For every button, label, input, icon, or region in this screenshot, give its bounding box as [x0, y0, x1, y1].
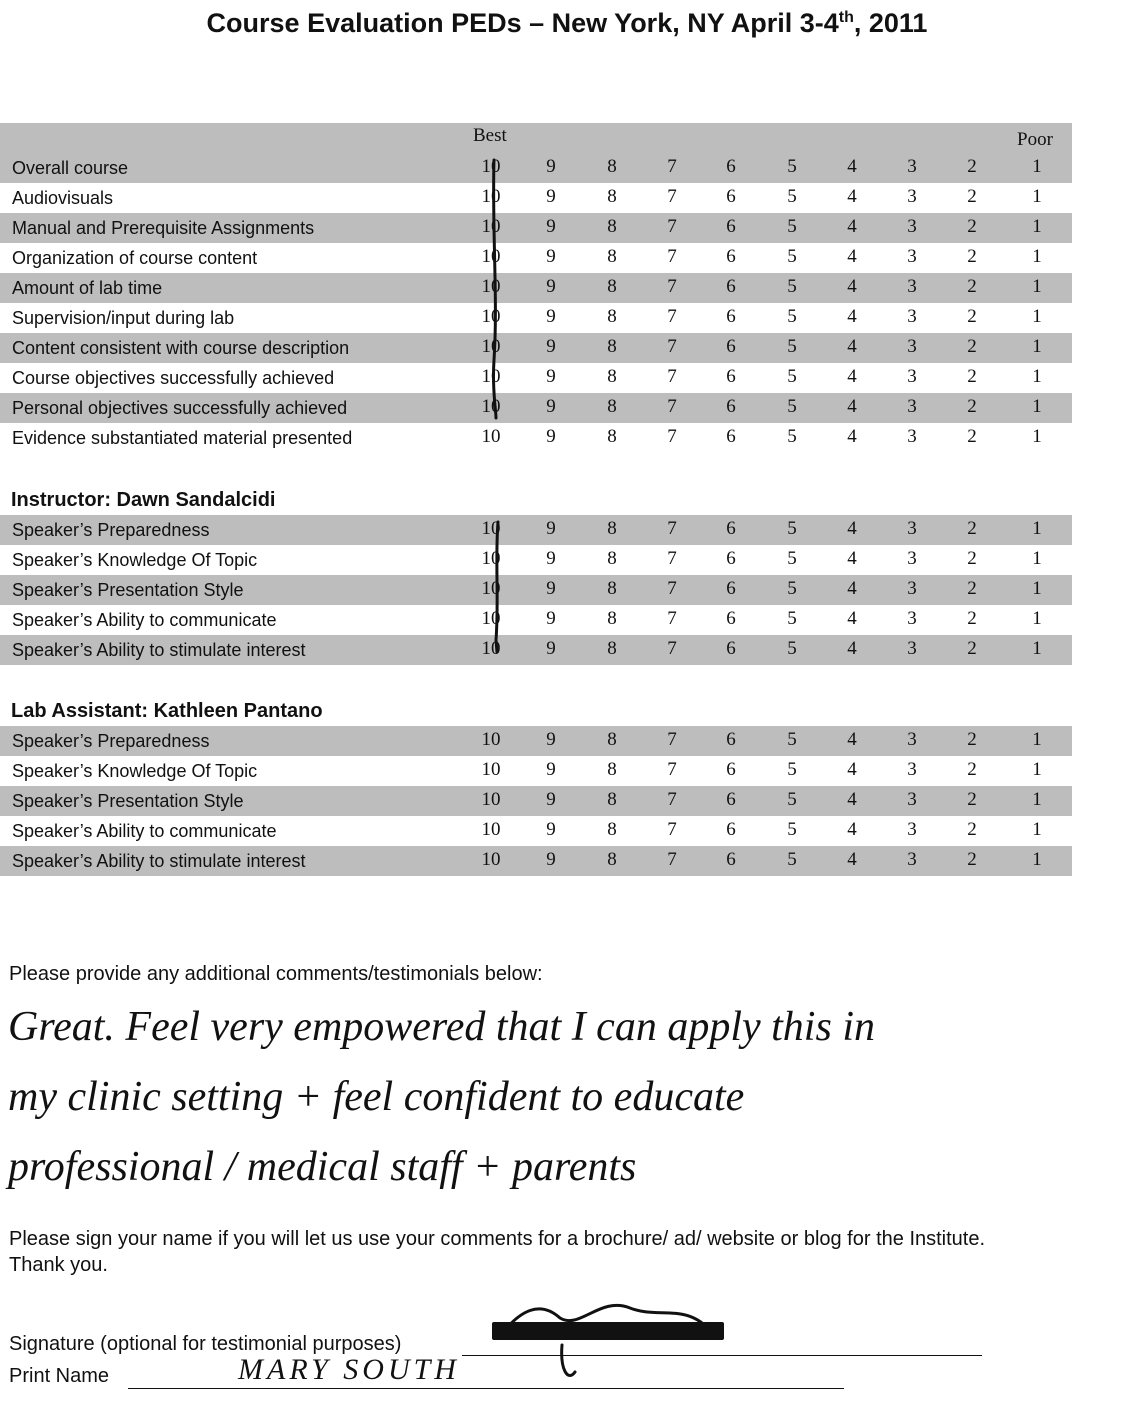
course-item-row-label: Overall course — [12, 158, 129, 178]
score-option-5[interactable]: 5 — [787, 759, 797, 780]
score-option-2[interactable]: 2 — [967, 336, 977, 357]
score-option-8[interactable]: 8 — [607, 156, 617, 177]
score-option-5[interactable]: 5 — [787, 638, 797, 659]
score-option-4[interactable]: 4 — [847, 216, 857, 237]
score-option-1[interactable]: 1 — [1032, 186, 1042, 207]
score-option-10[interactable]: 10 — [481, 246, 501, 267]
score-option-2[interactable]: 2 — [967, 608, 977, 629]
score-option-9[interactable]: 9 — [546, 336, 556, 357]
score-option-10[interactable]: 10 — [481, 759, 501, 780]
score-option-5[interactable]: 5 — [787, 336, 797, 357]
score-option-4[interactable]: 4 — [847, 608, 857, 629]
score-option-6[interactable]: 6 — [726, 396, 736, 417]
score-option-5[interactable]: 5 — [787, 366, 797, 387]
score-option-5[interactable]: 5 — [787, 548, 797, 569]
score-option-9[interactable]: 9 — [546, 186, 556, 207]
score-option-2[interactable]: 2 — [967, 819, 977, 840]
score-option-2[interactable]: 2 — [967, 396, 977, 417]
score-option-5[interactable]: 5 — [787, 729, 797, 750]
course-item-row-label: Supervision/input during lab — [12, 308, 235, 328]
score-option-9[interactable]: 9 — [546, 729, 556, 750]
score-option-4[interactable]: 4 — [847, 306, 857, 327]
score-option-3[interactable]: 3 — [907, 186, 917, 207]
score-option-1[interactable]: 1 — [1032, 578, 1042, 599]
score-option-3[interactable]: 3 — [907, 246, 917, 267]
score-option-10[interactable]: 10 — [481, 638, 501, 659]
score-option-5[interactable]: 5 — [787, 578, 797, 599]
score-option-5[interactable]: 5 — [787, 426, 797, 447]
course-item-row-label: Amount of lab time — [12, 278, 163, 298]
score-option-4[interactable]: 4 — [847, 336, 857, 357]
lab-assistant-item-row-label: Speaker’s Preparedness — [12, 731, 210, 751]
score-option-10[interactable]: 10 — [481, 729, 501, 750]
score-option-5[interactable]: 5 — [787, 396, 797, 417]
score-option-3[interactable]: 3 — [907, 396, 917, 417]
score-option-5[interactable]: 5 — [787, 849, 797, 870]
score-option-7[interactable]: 7 — [667, 306, 677, 327]
handwritten-comment-line-2: my clinic setting + feel confident to educate — [8, 1074, 745, 1120]
score-option-9[interactable]: 9 — [546, 789, 556, 810]
score-option-9[interactable]: 9 — [546, 518, 556, 539]
score-option-9[interactable]: 9 — [546, 276, 556, 297]
score-option-3[interactable]: 3 — [907, 789, 917, 810]
title-superscript: th — [838, 9, 854, 26]
score-option-5[interactable]: 5 — [787, 306, 797, 327]
score-option-3[interactable]: 3 — [907, 578, 917, 599]
title-main: Course Evaluation PEDs – New York, NY April 3-4 — [206, 8, 839, 38]
score-option-4[interactable]: 4 — [847, 849, 857, 870]
score-option-8[interactable]: 8 — [607, 729, 617, 750]
score-option-5[interactable]: 5 — [787, 608, 797, 629]
score-option-3[interactable]: 3 — [907, 306, 917, 327]
score-option-7[interactable]: 7 — [667, 366, 677, 387]
score-option-3[interactable]: 3 — [907, 849, 917, 870]
score-option-5[interactable]: 5 — [787, 518, 797, 539]
handwritten-comment-line-3: professional / medical staff + parents — [8, 1144, 637, 1190]
course-item-row-label: Evidence substantiated material presented — [12, 428, 353, 448]
score-option-10[interactable]: 10 — [481, 186, 501, 207]
score-option-10[interactable]: 10 — [481, 578, 501, 599]
score-option-9[interactable]: 9 — [546, 608, 556, 629]
score-option-8[interactable]: 8 — [607, 396, 617, 417]
score-option-10[interactable]: 10 — [481, 518, 501, 539]
score-option-2[interactable]: 2 — [967, 246, 977, 267]
lab-assistant-item-row-label: Speaker’s Presentation Style — [12, 791, 244, 811]
score-option-5[interactable]: 5 — [787, 216, 797, 237]
score-option-1[interactable]: 1 — [1032, 276, 1042, 297]
score-option-9[interactable]: 9 — [546, 578, 556, 599]
score-option-10[interactable]: 10 — [481, 789, 501, 810]
score-option-3[interactable]: 3 — [907, 156, 917, 177]
score-option-2[interactable]: 2 — [967, 276, 977, 297]
score-option-9[interactable]: 9 — [546, 216, 556, 237]
score-option-3[interactable]: 3 — [907, 366, 917, 387]
score-option-6[interactable]: 6 — [726, 156, 736, 177]
score-option-2[interactable]: 2 — [967, 759, 977, 780]
score-option-1[interactable]: 1 — [1032, 819, 1042, 840]
score-option-4[interactable]: 4 — [847, 578, 857, 599]
score-option-2[interactable]: 2 — [967, 518, 977, 539]
instructor-item-row-label: Speaker’s Knowledge Of Topic — [12, 550, 258, 570]
score-option-8[interactable]: 8 — [607, 336, 617, 357]
score-option-6[interactable]: 6 — [726, 729, 736, 750]
score-option-2[interactable]: 2 — [967, 789, 977, 810]
score-option-7[interactable]: 7 — [667, 186, 677, 207]
score-option-4[interactable]: 4 — [847, 729, 857, 750]
score-option-6[interactable]: 6 — [726, 518, 736, 539]
score-option-7[interactable]: 7 — [667, 156, 677, 177]
score-option-6[interactable]: 6 — [726, 366, 736, 387]
course-item-row-label: Audiovisuals — [12, 188, 114, 208]
score-option-7[interactable]: 7 — [667, 759, 677, 780]
comments-prompt: Please provide any additional comments/testimonials below: — [9, 963, 543, 985]
score-option-6[interactable]: 6 — [726, 548, 736, 569]
score-option-6[interactable]: 6 — [726, 608, 736, 629]
score-option-2[interactable]: 2 — [967, 729, 977, 750]
score-option-8[interactable]: 8 — [607, 306, 617, 327]
score-option-3[interactable]: 3 — [907, 729, 917, 750]
score-option-7[interactable]: 7 — [667, 849, 677, 870]
score-option-10[interactable]: 10 — [481, 548, 501, 569]
score-option-5[interactable]: 5 — [787, 186, 797, 207]
score-option-9[interactable]: 9 — [546, 366, 556, 387]
instructor-item-row-label: Speaker’s Preparedness — [12, 520, 210, 540]
score-option-3[interactable]: 3 — [907, 819, 917, 840]
score-option-1[interactable]: 1 — [1032, 518, 1042, 539]
lab-assistant-heading: Lab Assistant: Kathleen Pantano — [11, 700, 323, 722]
score-option-1[interactable]: 1 — [1032, 729, 1042, 750]
score-option-7[interactable]: 7 — [667, 336, 677, 357]
score-option-6[interactable]: 6 — [726, 216, 736, 237]
course-item-row-label: Personal objectives successfully achieved — [12, 398, 348, 418]
score-option-8[interactable]: 8 — [607, 849, 617, 870]
score-option-6[interactable]: 6 — [726, 849, 736, 870]
score-option-7[interactable]: 7 — [667, 578, 677, 599]
permission-line-1: Please sign your name if you will let us use your comments for a brochure/ ad/ website or blog for the Institute. — [9, 1228, 986, 1250]
score-option-2[interactable]: 2 — [967, 216, 977, 237]
score-option-10[interactable]: 10 — [481, 156, 501, 177]
score-option-3[interactable]: 3 — [907, 518, 917, 539]
score-option-6[interactable]: 6 — [726, 306, 736, 327]
instructor-item-row-label: Speaker’s Presentation Style — [12, 580, 244, 600]
score-option-10[interactable]: 10 — [481, 216, 501, 237]
score-option-4[interactable]: 4 — [847, 156, 857, 177]
score-option-7[interactable]: 7 — [667, 426, 677, 447]
score-option-6[interactable]: 6 — [726, 336, 736, 357]
score-option-3[interactable]: 3 — [907, 276, 917, 297]
instructor-item-row-label: Speaker’s Ability to stimulate interest — [12, 640, 306, 660]
score-option-8[interactable]: 8 — [607, 366, 617, 387]
score-option-2[interactable]: 2 — [967, 366, 977, 387]
score-option-1[interactable]: 1 — [1032, 366, 1042, 387]
score-option-6[interactable]: 6 — [726, 426, 736, 447]
score-option-10[interactable]: 10 — [481, 366, 501, 387]
handwritten-comment-line-1: Great. Feel very empowered that I can apply this in — [8, 1004, 875, 1050]
score-option-4[interactable]: 4 — [847, 366, 857, 387]
score-option-3[interactable]: 3 — [907, 336, 917, 357]
course-item-row-label: Content consistent with course description — [12, 338, 350, 358]
score-option-7[interactable]: 7 — [667, 396, 677, 417]
score-option-6[interactable]: 6 — [726, 759, 736, 780]
score-option-10[interactable]: 10 — [481, 396, 501, 417]
score-option-4[interactable]: 4 — [847, 518, 857, 539]
score-option-7[interactable]: 7 — [667, 216, 677, 237]
score-option-5[interactable]: 5 — [787, 246, 797, 267]
score-option-1[interactable]: 1 — [1032, 759, 1042, 780]
score-option-1[interactable]: 1 — [1032, 638, 1042, 659]
score-option-4[interactable]: 4 — [847, 276, 857, 297]
score-option-8[interactable]: 8 — [607, 276, 617, 297]
score-option-8[interactable]: 8 — [607, 246, 617, 267]
score-option-9[interactable]: 9 — [546, 759, 556, 780]
score-option-1[interactable]: 1 — [1032, 306, 1042, 327]
score-option-9[interactable]: 9 — [546, 548, 556, 569]
score-option-8[interactable]: 8 — [607, 759, 617, 780]
score-option-4[interactable]: 4 — [847, 548, 857, 569]
score-option-10[interactable]: 10 — [481, 849, 501, 870]
score-option-6[interactable]: 6 — [726, 246, 736, 267]
score-option-4[interactable]: 4 — [847, 426, 857, 447]
score-option-10[interactable]: 10 — [481, 426, 501, 447]
score-option-7[interactable]: 7 — [667, 729, 677, 750]
score-option-4[interactable]: 4 — [847, 246, 857, 267]
score-option-2[interactable]: 2 — [967, 186, 977, 207]
score-option-4[interactable]: 4 — [847, 789, 857, 810]
score-option-1[interactable]: 1 — [1032, 789, 1042, 810]
score-option-8[interactable]: 8 — [607, 638, 617, 659]
score-option-1[interactable]: 1 — [1032, 246, 1042, 267]
score-option-6[interactable]: 6 — [726, 819, 736, 840]
score-option-7[interactable]: 7 — [667, 608, 677, 629]
score-option-1[interactable]: 1 — [1032, 849, 1042, 870]
scale-poor-label: Poor — [1017, 129, 1053, 150]
score-option-2[interactable]: 2 — [967, 548, 977, 569]
course-item-row-label: Course objectives successfully achieved — [12, 368, 335, 388]
score-option-8[interactable]: 8 — [607, 216, 617, 237]
score-option-10[interactable]: 10 — [481, 306, 501, 327]
score-option-8[interactable]: 8 — [607, 518, 617, 539]
score-option-8[interactable]: 8 — [607, 819, 617, 840]
score-option-8[interactable]: 8 — [607, 426, 617, 447]
lab-assistant-item-row-label: Speaker’s Ability to stimulate interest — [12, 851, 306, 871]
score-option-1[interactable]: 1 — [1032, 548, 1042, 569]
print-name-label: Print Name — [9, 1365, 110, 1387]
score-option-3[interactable]: 3 — [907, 426, 917, 447]
score-option-10[interactable]: 10 — [481, 819, 501, 840]
score-option-9[interactable]: 9 — [546, 396, 556, 417]
score-option-3[interactable]: 3 — [907, 638, 917, 659]
signature-redaction — [492, 1322, 724, 1340]
score-option-7[interactable]: 7 — [667, 276, 677, 297]
score-option-2[interactable]: 2 — [967, 578, 977, 599]
score-option-7[interactable]: 7 — [667, 548, 677, 569]
score-option-7[interactable]: 7 — [667, 518, 677, 539]
score-option-5[interactable]: 5 — [787, 156, 797, 177]
score-option-3[interactable]: 3 — [907, 216, 917, 237]
course-item-row-label: Manual and Prerequisite Assignments — [12, 218, 315, 238]
score-option-9[interactable]: 9 — [546, 306, 556, 327]
score-option-10[interactable]: 10 — [481, 608, 501, 629]
score-option-8[interactable]: 8 — [607, 789, 617, 810]
signature-scribble — [500, 1305, 716, 1375]
score-option-4[interactable]: 4 — [847, 638, 857, 659]
score-option-6[interactable]: 6 — [726, 186, 736, 207]
score-option-1[interactable]: 1 — [1032, 608, 1042, 629]
score-option-2[interactable]: 2 — [967, 156, 977, 177]
score-option-10[interactable]: 10 — [481, 276, 501, 297]
score-option-2[interactable]: 2 — [967, 638, 977, 659]
score-option-5[interactable]: 5 — [787, 789, 797, 810]
course-item-row-label: Organization of course content — [12, 248, 258, 268]
score-option-4[interactable]: 4 — [847, 186, 857, 207]
scale-best-label: Best — [473, 125, 507, 146]
score-option-9[interactable]: 9 — [546, 246, 556, 267]
score-option-7[interactable]: 7 — [667, 246, 677, 267]
score-option-2[interactable]: 2 — [967, 426, 977, 447]
print-name-value: MARY SOUTH — [238, 1353, 460, 1386]
score-option-2[interactable]: 2 — [967, 306, 977, 327]
score-option-10[interactable]: 10 — [481, 336, 501, 357]
score-option-1[interactable]: 1 — [1032, 336, 1042, 357]
score-option-4[interactable]: 4 — [847, 819, 857, 840]
score-option-9[interactable]: 9 — [546, 638, 556, 659]
score-option-6[interactable]: 6 — [726, 789, 736, 810]
score-option-3[interactable]: 3 — [907, 608, 917, 629]
score-option-5[interactable]: 5 — [787, 819, 797, 840]
score-option-4[interactable]: 4 — [847, 396, 857, 417]
score-option-7[interactable]: 7 — [667, 819, 677, 840]
score-option-8[interactable]: 8 — [607, 608, 617, 629]
score-option-6[interactable]: 6 — [726, 578, 736, 599]
score-option-3[interactable]: 3 — [907, 548, 917, 569]
score-option-9[interactable]: 9 — [546, 819, 556, 840]
score-option-8[interactable]: 8 — [607, 578, 617, 599]
score-option-3[interactable]: 3 — [907, 759, 917, 780]
score-option-8[interactable]: 8 — [607, 186, 617, 207]
score-option-9[interactable]: 9 — [546, 426, 556, 447]
lab-assistant-item-row-label: Speaker’s Knowledge Of Topic — [12, 761, 258, 781]
score-option-9[interactable]: 9 — [546, 849, 556, 870]
score-option-9[interactable]: 9 — [546, 156, 556, 177]
score-option-2[interactable]: 2 — [967, 849, 977, 870]
instructor-rating-stroke — [496, 522, 498, 652]
signature-label: Signature (optional for testimonial purposes) — [9, 1333, 402, 1355]
score-option-7[interactable]: 7 — [667, 789, 677, 810]
course-rating-stroke — [493, 160, 496, 418]
instructor-heading: Instructor: Dawn Sandalcidi — [11, 489, 276, 511]
score-option-1[interactable]: 1 — [1032, 156, 1042, 177]
score-option-1[interactable]: 1 — [1032, 216, 1042, 237]
score-option-7[interactable]: 7 — [667, 638, 677, 659]
score-option-1[interactable]: 1 — [1032, 396, 1042, 417]
permission-line-2: Thank you. — [9, 1254, 108, 1276]
score-option-5[interactable]: 5 — [787, 276, 797, 297]
score-option-6[interactable]: 6 — [726, 638, 736, 659]
score-option-4[interactable]: 4 — [847, 759, 857, 780]
score-option-8[interactable]: 8 — [607, 548, 617, 569]
instructor-item-row-label: Speaker’s Ability to communicate — [12, 610, 277, 630]
score-option-6[interactable]: 6 — [726, 276, 736, 297]
lab-assistant-item-row-label: Speaker’s Ability to communicate — [12, 821, 277, 841]
title-tail: , 2011 — [853, 8, 928, 38]
score-option-1[interactable]: 1 — [1032, 426, 1042, 447]
